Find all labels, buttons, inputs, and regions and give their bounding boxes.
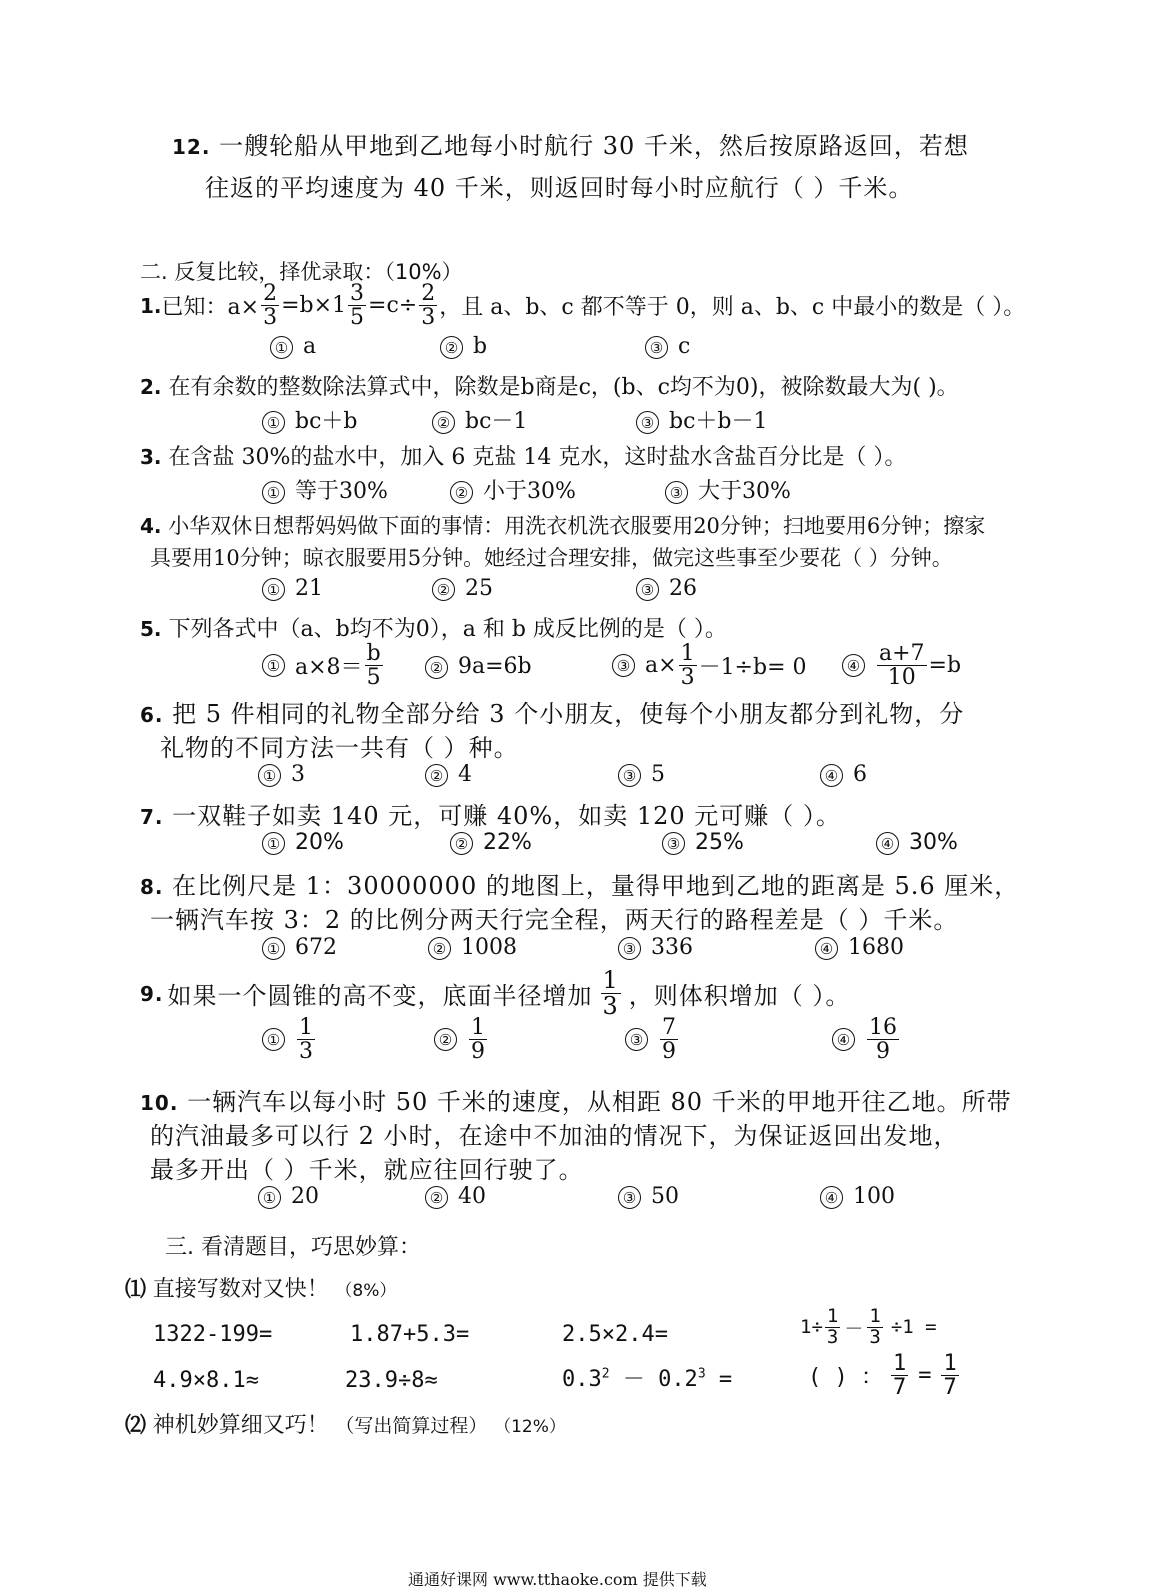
question-number: 8. [140,875,164,899]
q1-mid1: =b×1 [281,293,347,319]
fraction: $\frac{1}{3}$ [826,1305,839,1348]
part-percent: （8%） [335,1281,397,1301]
q5-option-1: ① a×8＝ $\frac{b}{5}$ [262,642,385,689]
question-number: 10. [140,1091,179,1115]
question-text-line1: 小华双休日想帮妈妈做下面的事情：用洗衣机洗衣服要用20分钟；扫地要用6分钟；擦家 [168,514,986,538]
question-text: 一双鞋子如卖 140 元，可赚 40%，如卖 120 元可赚（ ）。 [172,802,841,830]
q1-mid2: =c÷ [368,293,418,319]
section-3-title: 三. 看清题目，巧思妙算： [165,1235,421,1260]
question-number: 5. [140,617,162,641]
question-10-line2: 的汽油最多可以行 2 小时，在途中不加油的情况下，为保证返回出发地， [150,1122,959,1150]
q8-option-4: ④ 1680 [815,935,904,960]
q2-option-2: ② bc－1 [432,404,527,435]
question-number: 9. [140,981,164,1006]
question-2 [140,370,959,401]
part-percent: （12%） [494,1417,566,1437]
calc-5: 4.9×8.1≈ [153,1368,259,1393]
question-text-line1: 一艘轮船从甲地到乙地每小时航行 30 千米，然后按原路返回，若想 [219,132,969,160]
question-text: 下列各式中（a、b均不为0），a 和 b 成反比例的是（ ）。 [168,617,727,642]
q10-option-2: ② 40 [425,1184,486,1209]
question-4-line2: 具要用10分钟；晾衣服要用5分钟。她经过合理安排，做完这些事至少要花（ ）分钟。 [150,546,953,570]
fraction: $\frac{1}{3}$ [869,1305,881,1348]
fraction: $\frac{1}{7}$ [892,1351,907,1401]
calc-1: 1322-199= [153,1322,273,1347]
q1-option-1: ① a [270,334,316,359]
fraction: $\frac{1}{3}$ [602,966,619,1021]
q2-option-1: ① bc＋b [262,404,358,435]
fraction: $\frac{b}{5}$ [366,641,381,691]
question-text-line1: 一辆汽车以每小时 50 千米的速度，从相距 80 千米的甲地开往乙地。所带 [187,1088,1012,1116]
question-text: 在含盐 30%的盐水中，加入 6 克盐 14 克水，这时盐水含盐百分比是（ ）。 [168,445,907,470]
q10-option-4: ④ 100 [820,1184,895,1209]
q5-option-3: ③ a× $\frac{1}{3}$ －1÷b= 0 [612,642,807,689]
question-5 [140,612,727,643]
calc-4: 1÷ $\frac{1}{3}$ － $\frac{1}{3}$ ÷1 = [800,1305,937,1348]
q5-option-2: ② 9a=6b [425,654,532,679]
q6-option-4: ④ 6 [820,762,867,787]
question-text: 如果一个圆锥的高不变，底面半径增加 [167,982,593,1011]
fraction: $\frac{2}{3}$ [421,281,436,331]
fraction: $\frac{2}{3}$ [263,281,278,331]
q6-option-2: ② 4 [425,762,472,787]
q9-option-4: ④ $\frac{16}{9}$ [832,1016,901,1063]
question-text-line1: 把 5 件相同的礼物全部分给 3 个小朋友，使每个小朋友都分到礼物，分 [172,700,965,728]
question-number: 6. [140,703,164,727]
q8-option-2: ② 1008 [428,935,517,960]
fraction: $\frac{1}{7}$ [943,1351,957,1401]
question-text-tail: ，则体积增加（ ）。 [628,982,851,1011]
question-12-line2: 往返的平均速度为 40 千米，则返回时每小时应航行（ ）千米。 [205,174,914,202]
q4-option-2: ② 25 [432,576,493,601]
question-number: 7. [140,805,164,829]
question-number: 3. [140,445,162,469]
question-6 [140,694,964,729]
section-2-title: 二. 反复比较，择优录取：（10%） [140,260,463,284]
question-8 [140,866,1019,901]
q10-option-1: ① 20 [258,1184,319,1209]
q1-lead: 已知：a× [161,295,260,321]
part-number: ⑴ [125,1277,146,1301]
question-9 [140,968,850,1019]
calc-3: 2.5×2.4= [562,1322,668,1347]
question-number: 2. [140,375,162,399]
question-number: 12. [172,135,211,159]
q3-option-1: ① 等于30% [262,474,388,505]
fraction: $\frac{a+7}{10}$ [879,641,925,691]
q7-option-3: ③ 25% [662,830,744,855]
question-7 [140,796,841,831]
q6-option-1: ① 3 [258,762,305,787]
q1-option-3: ③ c [645,334,690,359]
q8-option-1: ① 672 [262,935,337,960]
part-1-heading [125,1272,396,1303]
q3-option-3: ③ 大于30% [665,474,791,505]
question-1 [140,282,1025,329]
q3-option-2: ② 小于30% [450,474,576,505]
calc-6: 23.9÷8≈ [345,1368,438,1393]
footer-credit: 通通好课网 www.tthaoke.com 提供下载 [408,1570,707,1589]
question-3 [140,440,906,471]
calc-7: $0.3^2 - 0.2^3$ = [562,1366,733,1392]
q1-tail: ，且 a、b、c 都不等于 0，则 a、b、c 中最小的数是（ ）。 [439,295,1026,321]
q2-option-3: ③ bc＋b－1 [636,404,768,435]
q4-option-3: ③ 26 [636,576,697,601]
part-title: 神机妙算细又巧！ [152,1413,329,1438]
q7-option-1: ① 20% [262,830,344,855]
q8-option-3: ③ 336 [618,935,693,960]
calc-8: ( ) ： $\frac{1}{7}$ = $\frac{1}{7}$ [808,1351,957,1401]
question-number: 1. [140,293,162,318]
question-10-line3: 最多开出（ ）千米，就应往回行驶了。 [150,1156,584,1184]
question-text: 在有余数的整数除法算式中，除数是b商是c，(b、c均不为0)，被除数最大为( )。 [168,375,959,400]
q9-option-3: ③ $\frac{7}{9}$ [625,1016,680,1063]
q9-option-1: ① $\frac{1}{3}$ [262,1016,317,1063]
question-10 [140,1082,1012,1117]
q6-option-3: ③ 5 [618,762,665,787]
question-number: 4. [140,514,162,538]
fraction: $\frac{1}{3}$ [680,641,695,691]
calc-2: 1.87+5.3= [350,1322,470,1347]
q5-option-4: ④ $\frac{a+7}{10}$ =b [842,642,961,689]
part-note: （写出简算过程） [335,1415,488,1437]
question-6-line2: 礼物的不同方法一共有（ ）种。 [160,734,519,762]
part-title: 直接写数对又快！ [152,1277,329,1302]
part-2-heading [125,1408,566,1439]
fraction: $\frac{3}{5}$ [350,281,365,331]
q4-option-1: ① 21 [262,576,323,601]
question-text-line1: 在比例尺是 1：30000000 的地图上，量得甲地到乙地的距离是 5.6 厘米， [172,872,1020,900]
question-8-line2: 一辆汽车按 3：2 的比例分两天行完全程，两天行的路程差是（ ）千米。 [150,906,959,934]
part-number: ⑵ [125,1413,146,1437]
question-12 [172,126,969,161]
q1-option-2: ② b [440,334,487,359]
q10-option-3: ③ 50 [618,1184,679,1209]
question-4 [140,510,985,540]
q7-option-4: ④ 30% [876,830,958,855]
q9-option-2: ② $\frac{1}{9}$ [434,1016,489,1063]
q7-option-2: ② 22% [450,830,532,855]
